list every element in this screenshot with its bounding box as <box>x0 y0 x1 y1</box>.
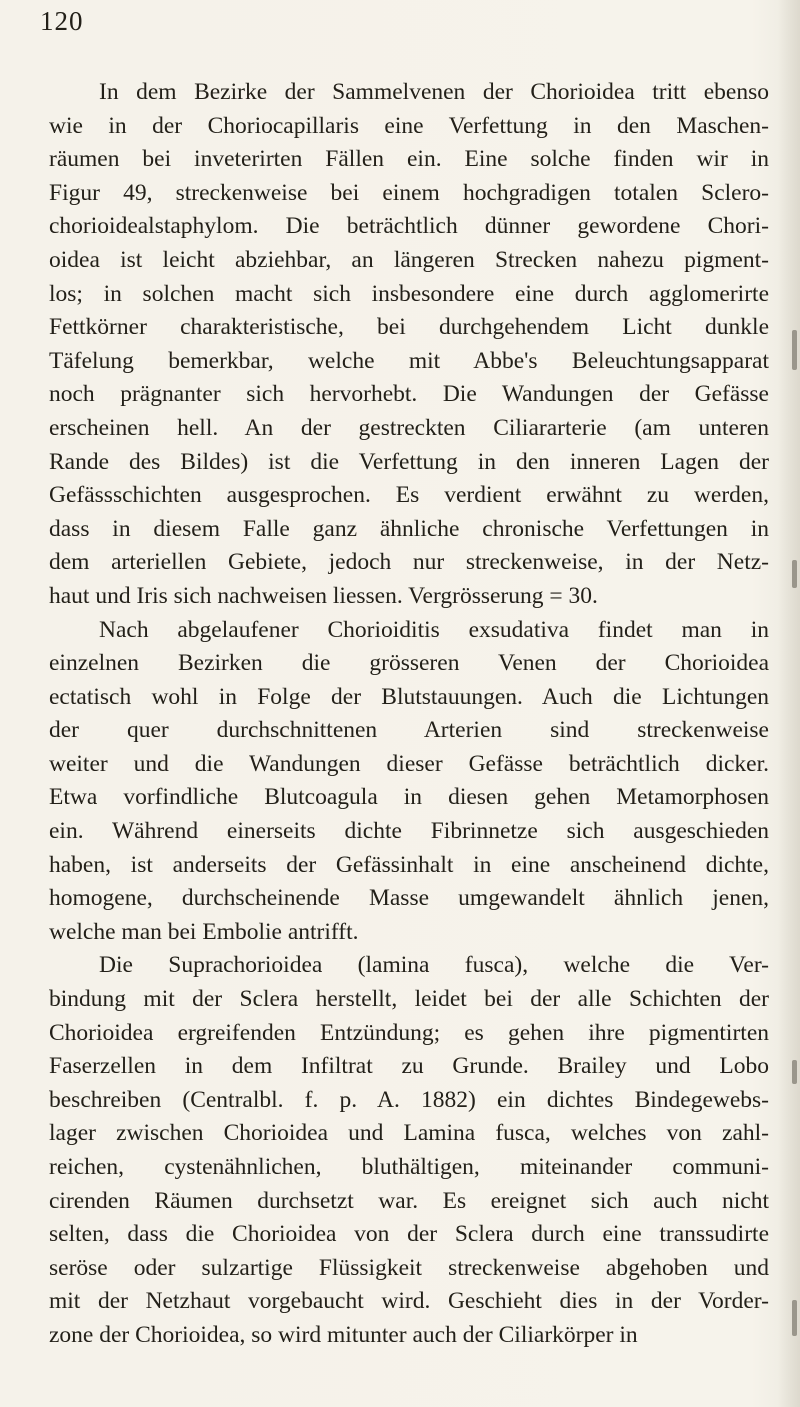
page-edge-mark <box>792 330 797 370</box>
text-line: einzelnen Bezirken die grösseren Venen der Chorioidea <box>49 650 769 677</box>
text-line: räumen bei inveterirten Fällen ein. Eine solche finden wir in <box>49 146 769 173</box>
text-line: der quer durchschnittenen Arterien sind streckenweise <box>49 717 769 744</box>
text-line: Chorioidea ergreifenden Entzündung; es gehen ihre pigmentirten <box>49 1019 769 1046</box>
text-line: oidea ist leicht abziehbar, an längeren Strecken nahezu pigment- <box>49 246 769 273</box>
text-line: Faserzellen in dem Infiltrat zu Grunde. Brailey und Lobo <box>49 1053 769 1080</box>
text-line: haut und Iris sich nachweisen liessen. Vergrösserung = 30. <box>49 582 598 609</box>
text-line: mit der Netzhaut vorgebaucht wird. Geschieht dies in der Vorder- <box>49 1288 769 1315</box>
text-line: cirenden Räumen durchsetzt war. Es ereignet sich auch nicht <box>49 1187 769 1214</box>
page-edge-shadow <box>778 0 800 1407</box>
text-line: Figur 49, streckenweise bei einem hochgradigen totalen Sclero- <box>49 179 769 206</box>
text-line: bindung mit der Sclera herstellt, leidet bei der alle Schichten der <box>49 986 769 1013</box>
text-line: Gefässschichten ausgesprochen. Es verdient erwähnt zu werden, <box>49 482 769 509</box>
text-line: In dem Bezirke der Sammelvenen der Chorioidea tritt ebenso <box>99 79 769 105</box>
text-line: homogene, durchscheinende Masse umgewandelt ähnlich jenen, <box>49 885 769 912</box>
text-line: los; in solchen macht sich insbesondere eine durch agglomerirte <box>49 280 769 307</box>
text-line: dem arteriellen Gebiete, jedoch nur streckenweise, in der Netz- <box>49 549 769 576</box>
text-line: Fettkörner charakteristische, bei durchgehendem Licht dunkle <box>49 314 769 341</box>
text-line: Rande des Bildes) ist die Verfettung in den inneren Lagen der <box>49 448 769 475</box>
page-edge-mark <box>792 1300 797 1336</box>
text-line: reichen, cystenähnlichen, bluthältigen, miteinander communi- <box>49 1154 769 1180</box>
text-line: wie in der Choriocapillaris eine Verfettung in den Maschen- <box>49 112 769 139</box>
text-line: beschreiben (Centralbl. f. p. A. 1882) ein dichtes Bindegewebs- <box>49 1086 769 1113</box>
body-text <box>49 76 769 1353</box>
text-line: ein. Während einerseits dichte Fibrinnetze sich ausgeschieden <box>49 818 769 845</box>
text-line: seröse oder sulzartige Flüssigkeit streckenweise abgehoben und <box>49 1254 769 1281</box>
text-line: haben, ist anderseits der Gefässinhalt in eine anscheinend dichte, <box>49 851 769 878</box>
text-line: lager zwischen Chorioidea und Lamina fusca, welches von zahl- <box>49 1120 769 1147</box>
text-line: Nach abgelaufener Chorioiditis exsudativa findet man in <box>99 616 769 643</box>
text-line: Täfelung bemerkbar, welche mit Abbe's Beleuchtungsapparat <box>49 347 769 374</box>
page-edge-mark <box>792 560 797 588</box>
text-line: welche man bei Embolie antrifft. <box>49 918 359 945</box>
page-number: 120 <box>40 6 84 36</box>
text-line: dass in diesem Falle ganz ähnliche chronische Verfettungen in <box>49 515 769 542</box>
text-line: weiter und die Wandungen dieser Gefässe beträchtlich dicker. <box>49 750 769 777</box>
text-line: noch prägnanter sich hervorhebt. Die Wandungen der Gefässe <box>49 381 769 408</box>
text-line: Die Suprachorioidea (lamina fusca), welche die Ver- <box>99 952 769 979</box>
text-line: Etwa vorfindliche Blutcoagula in diesen gehen Metamorphosen <box>49 784 769 811</box>
text-line: erscheinen hell. An der gestreckten Ciliararterie (am unteren <box>49 414 769 441</box>
text-line: chorioidealstaphylom. Die beträchtlich dünner gewordene Chori- <box>49 213 769 240</box>
page-edge-mark <box>792 1060 797 1084</box>
text-line: selten, dass die Chorioidea von der Sclera durch eine transsudirte <box>49 1221 769 1248</box>
text-line: zone der Chorioidea, so wird mitunter auch der Ciliarkörper in <box>49 1321 638 1348</box>
text-line: ectatisch wohl in Folge der Blutstauungen. Auch die Lichtungen <box>49 683 769 710</box>
